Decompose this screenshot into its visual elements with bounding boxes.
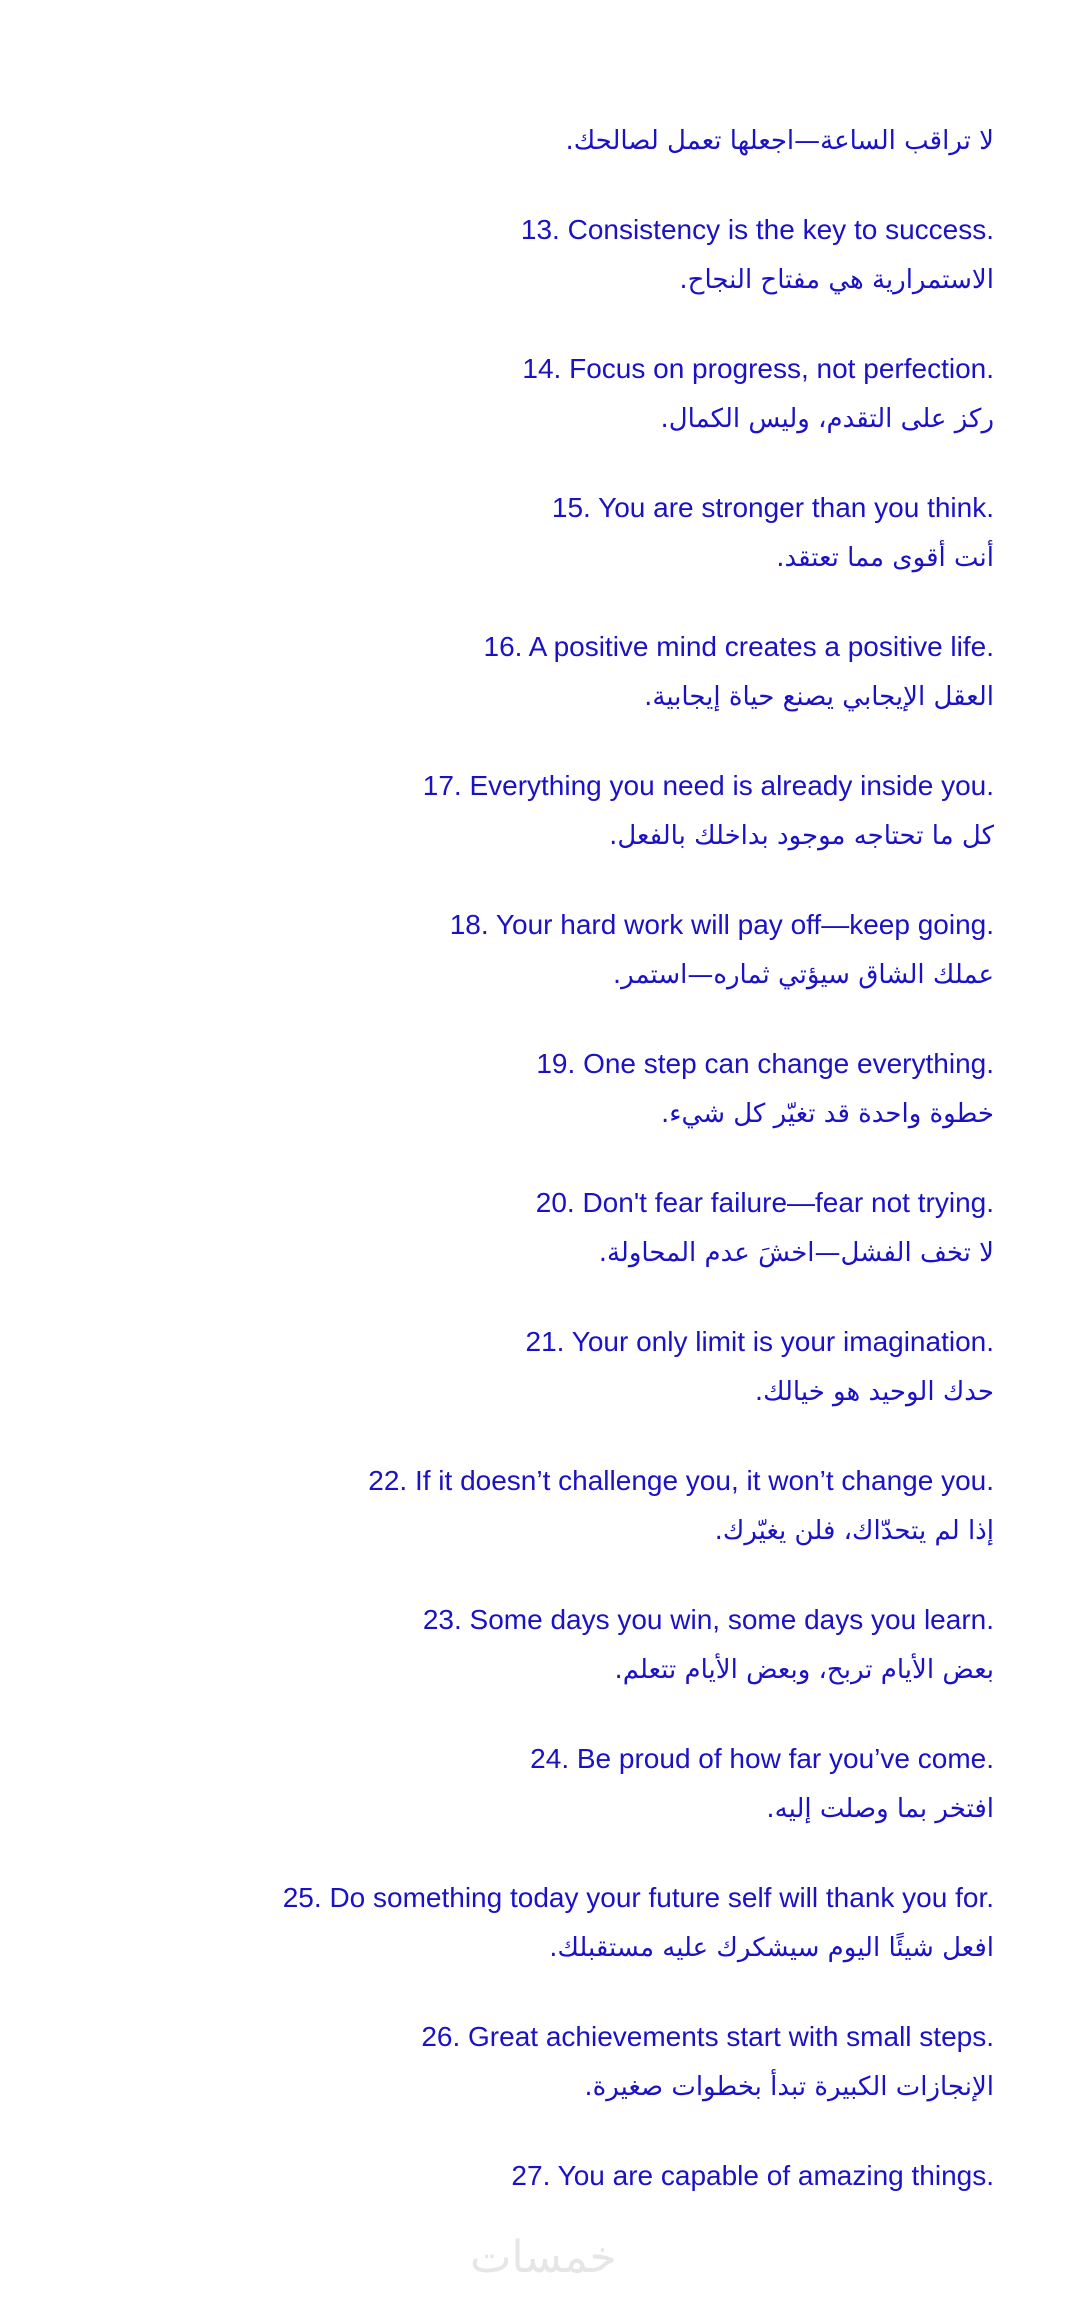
quote-english: 13. Consistency is the key to success. [520, 214, 994, 245]
quote-item-22 [34, 1457, 994, 1557]
quote-english: 21. Your only limit is your imagination. [525, 1326, 994, 1357]
quote-item-18 [34, 901, 994, 1001]
quote-arabic: كل ما تحتاجه موجود بداخلك بالفعل. [609, 821, 994, 851]
quote-english: 25. Do something today your future self will thank you for. [282, 1882, 994, 1913]
quote-item-21 [34, 1318, 994, 1418]
quote-arabic: الإنجازات الكبيرة تبدأ بخطوات صغيرة. [584, 2072, 994, 2102]
quote-arabic: العقل الإيجابي يصنع حياة إيجابية. [644, 682, 994, 712]
quote-english: 26. Great achievements start with small steps. [421, 2021, 994, 2052]
quote-item-14 [34, 345, 994, 445]
quote-english: 17. Everything you need is already inside you. [422, 770, 994, 801]
quote-item-16 [34, 623, 994, 723]
quote-english: 16. A positive mind creates a positive life. [483, 631, 994, 662]
watermark-logo: خمسات [470, 2232, 617, 2283]
quote-english: 14. Focus on progress, not perfection. [522, 353, 994, 384]
quote-arabic: الاستمرارية هي مفتاح النجاح. [679, 265, 994, 295]
quote-arabic: افعل شيئًا اليوم سيشكرك عليه مستقبلك. [549, 1933, 994, 1963]
quote-item-17 [34, 762, 994, 862]
quote-arabic: إذا لم يتحدّاك، فلن يغيّرك. [714, 1516, 994, 1546]
quote-arabic: أنت أقوى مما تعتقد. [776, 543, 994, 573]
quote-arabic: ركز على التقدم، وليس الكمال. [660, 404, 994, 434]
quote-item-27 [34, 2152, 994, 2200]
quote-arabic: خطوة واحدة قد تغيّر كل شيء. [661, 1099, 994, 1129]
quotes-list [34, 115, 994, 2200]
quote-item-23 [34, 1596, 994, 1696]
quote-item-19 [34, 1040, 994, 1140]
quote-arabic: لا تخف الفشل—اخشَ عدم المحاولة. [598, 1238, 994, 1268]
quote-item-15 [34, 484, 994, 584]
quote-arabic: عملك الشاق سيؤتي ثماره—استمر. [612, 960, 994, 990]
quote-arabic: بعض الأيام تربح، وبعض الأيام تتعلم. [614, 1655, 994, 1685]
quote-english: 20. Don't fear failure—fear not trying. [535, 1187, 994, 1218]
quote-english: 18. Your hard work will pay off—keep going. [449, 909, 994, 940]
quote-item-26 [34, 2013, 994, 2113]
lead-arabic-line: لا تراقب الساعة—اجعلها تعمل لصالحك. [565, 126, 994, 156]
quote-arabic: حدك الوحيد هو خيالك. [754, 1377, 994, 1407]
quote-english: 24. Be proud of how far you’ve come. [530, 1743, 994, 1774]
quote-item-24 [34, 1735, 994, 1835]
quote-item-13 [34, 206, 994, 306]
quote-english: 23. Some days you win, some days you learn. [422, 1604, 994, 1635]
quote-english: 27. You are capable of amazing things. [511, 2160, 994, 2191]
quote-item-20 [34, 1179, 994, 1279]
quote-english: 15. You are stronger than you think. [551, 492, 994, 523]
quote-english: 19. One step can change everything. [536, 1048, 994, 1079]
quote-item-25 [34, 1874, 994, 1974]
quote-arabic: افتخر بما وصلت إليه. [766, 1794, 994, 1824]
quote-english: 22. If it doesn’t challenge you, it won’t change you. [368, 1465, 994, 1496]
